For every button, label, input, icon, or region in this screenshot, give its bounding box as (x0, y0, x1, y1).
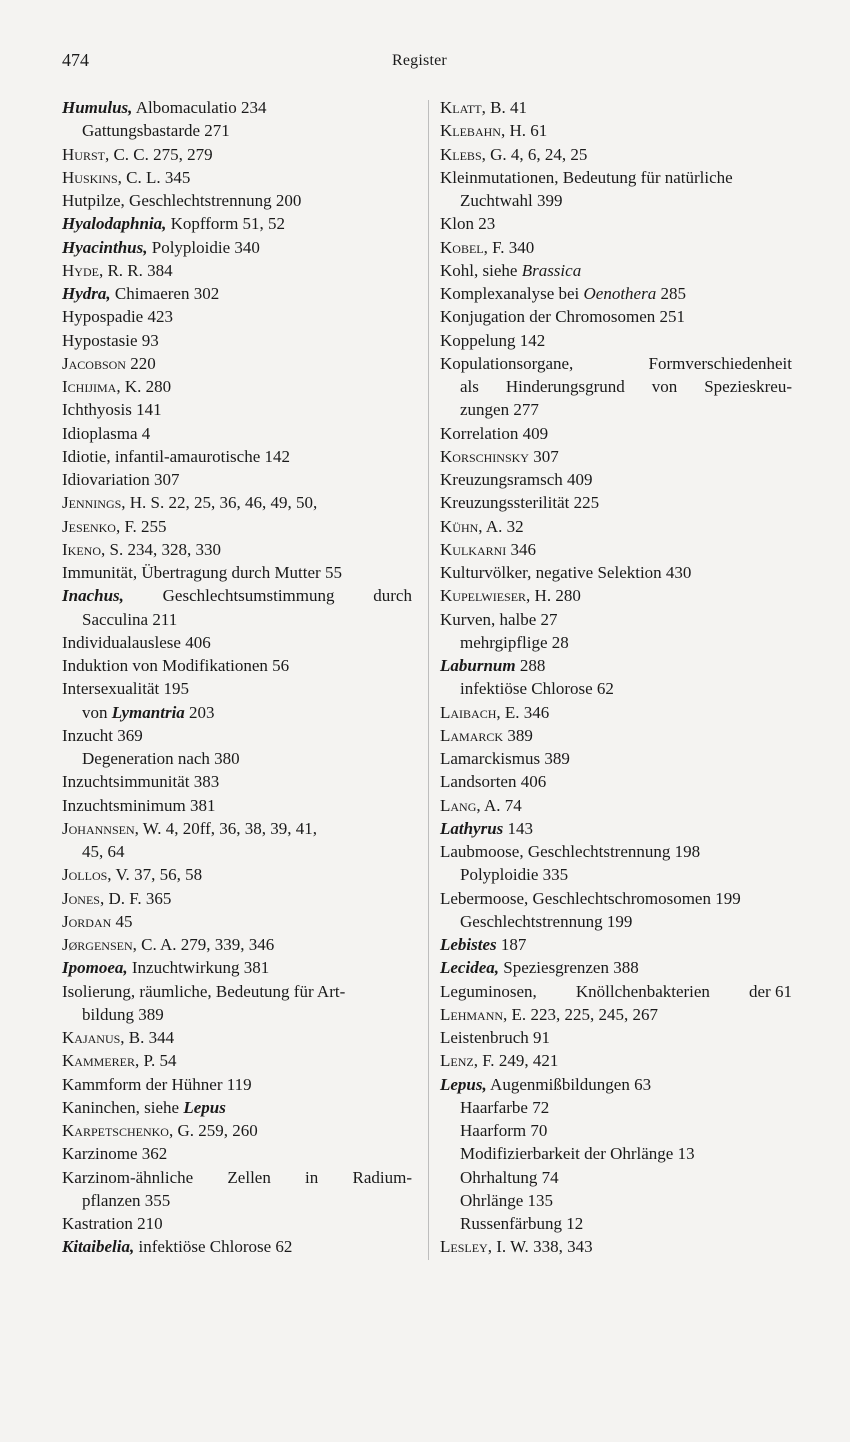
index-entry (440, 96, 792, 119)
entry-text: Idioplasma 4 (62, 423, 151, 443)
entry-text: Inzuchtwirkung 381 (127, 958, 270, 978)
entry-text: Laburnum (440, 656, 516, 675)
index-entry (440, 1119, 792, 1142)
entry-text: 280 (141, 377, 172, 396)
entry-text: Ichthyosis 141 (62, 400, 162, 420)
entry-text: Kühn, A. (440, 516, 503, 536)
entry-text: Geschlechtsumstimmung (162, 586, 335, 606)
entry-text: von (82, 702, 112, 722)
index-entry (440, 887, 792, 910)
index-entry (62, 491, 412, 514)
entry-text: Geschlechtstrennung 199 (460, 911, 633, 931)
index-entry (440, 1235, 792, 1258)
entry-text: Kulkarni (440, 539, 507, 559)
entry-text: Kajanus, B. (62, 1028, 145, 1047)
index-entry (62, 212, 412, 235)
entry-text: Lecidea, (440, 958, 499, 978)
entry-text: 307 (528, 446, 559, 466)
entry-text: 220 (125, 353, 156, 373)
entry-text: Sacculina 211 (82, 609, 178, 629)
entry-text: 338, 343 (528, 1237, 593, 1257)
index-entry (62, 1119, 412, 1142)
entry-text: Haarform 70 (460, 1121, 548, 1140)
entry-text: Landsorten 406 (440, 772, 547, 792)
entry-text: 279, 339, 346 (176, 935, 275, 954)
entry-text: Hyalodaphnia, (62, 214, 167, 234)
entry-text: Lebermoose, Geschlechtschromosomen 199 (440, 888, 741, 908)
index-entry (62, 1235, 412, 1258)
entry-text: Gattungsbastarde 271 (82, 121, 230, 141)
entry-text: Ohrhaltung 74 (460, 1167, 559, 1187)
index-entry (440, 980, 792, 1003)
entry-text: 223, 225, 245, 267 (526, 1004, 658, 1024)
entry-text: Kitaibelia, (62, 1237, 135, 1257)
index-entry (440, 375, 792, 398)
entry-text: infektiöse Chlorose 62 (460, 679, 614, 699)
index-entry (440, 794, 792, 817)
index-entry (62, 1142, 412, 1165)
entry-text: zungen 277 (460, 400, 539, 420)
index-entry (440, 538, 792, 561)
entry-text: Laubmoose, Geschlechtstrennung 198 (440, 842, 701, 861)
entry-text: 54 (155, 1051, 177, 1071)
entry-text: Ipomoea, (62, 958, 128, 978)
entry-text: 234, 328, 330 (123, 539, 221, 559)
entry-text: Jones, D. F. (62, 888, 142, 908)
entry-text: Hypostasie 93 (62, 330, 159, 350)
entry-text: Chimaeren 302 (110, 284, 220, 303)
index-entry (440, 956, 792, 979)
index-entry (62, 422, 412, 445)
entry-text: 259, 260 (193, 1121, 258, 1140)
entry-text: Jennings, H. S. (62, 493, 165, 513)
index-entry (62, 980, 412, 1003)
entry-text: Lepus, (440, 1074, 487, 1094)
index-entry (440, 352, 792, 375)
index-entry (62, 677, 412, 700)
entry-text: Hinderungsgrund (505, 377, 625, 396)
entry-text: Degeneration nach 380 (82, 749, 240, 768)
index-entry (440, 1096, 792, 1119)
page-number: 474 (62, 50, 89, 70)
entry-text: Jollos, V. (62, 865, 130, 885)
entry-text: Kleinmutationen, Bedeutung für natürliche (440, 167, 733, 187)
index-entry (62, 933, 412, 956)
entry-text: Hyde, R. R. (62, 260, 143, 280)
entry-text: 41 (505, 98, 527, 117)
entry-text: Jacobson (62, 353, 126, 373)
entry-text: Karzinome 362 (62, 1144, 168, 1164)
entry-text: Karzinom-ähnliche (62, 1167, 194, 1187)
index-entry (440, 282, 792, 305)
entry-text: mehrgipflige 28 (460, 632, 569, 652)
index-entry (62, 468, 412, 491)
entry-text: Spezieskreu- (704, 377, 792, 396)
index-entry (440, 701, 792, 724)
entry-text: 285 (656, 284, 686, 303)
entry-text: Leguminosen, (440, 981, 537, 1001)
index-entry (62, 143, 412, 166)
entry-text: Oenothera (583, 284, 657, 303)
entry-text: in (305, 1167, 319, 1187)
entry-text: Laibach, E. (440, 702, 520, 722)
index-entry (62, 631, 412, 654)
entry-text: Hutpilze, Geschlechtstrennung 200 (62, 191, 302, 210)
entry-text: bildung 389 (82, 1004, 164, 1024)
entry-text: Ikeno, S. (62, 539, 124, 559)
entry-text: Inzuchtsimmunität 383 (62, 772, 220, 792)
index-entry (440, 1142, 792, 1165)
index-entry (62, 817, 412, 840)
entry-text: Kohl, siehe (440, 260, 522, 280)
index-entry (62, 794, 412, 817)
index-entry (440, 910, 792, 933)
entry-text: Inachus, (62, 586, 124, 606)
entry-text: Klebs, G. (440, 144, 507, 164)
entry-text: 143 (503, 818, 534, 838)
entry-text: Korschinsky (440, 446, 529, 466)
entry-text: 389 (503, 725, 533, 745)
index-entry (440, 747, 792, 770)
page-header (62, 50, 782, 74)
entry-text: 346 (519, 702, 550, 722)
entry-text: Huskins, C. L. (62, 167, 161, 187)
index-entry (440, 1026, 792, 1049)
index-entry (62, 561, 412, 584)
entry-text: 365 (141, 888, 172, 908)
entry-text: 344 (144, 1028, 175, 1047)
index-entry (62, 724, 412, 747)
entry-text: Jørgensen, C. A. (62, 935, 177, 954)
index-entry (62, 282, 412, 305)
entry-text: Brassica (521, 260, 582, 280)
entry-text: Russenfärbung 12 (460, 1214, 584, 1233)
entry-text: infektiöse Chlorose 62 (134, 1237, 293, 1257)
entry-text: Karpetschenko, G. (62, 1121, 194, 1140)
entry-text: Lymantria (111, 702, 185, 722)
index-entry (62, 1073, 412, 1096)
index-entry (62, 747, 412, 770)
index-entry (440, 677, 792, 700)
entry-text: Konjugation der Chromosomen 251 (440, 307, 686, 327)
index-entry (440, 770, 792, 793)
entry-text: Kreuzungssterilität 225 (440, 493, 600, 513)
index-entry (440, 654, 792, 677)
entry-text: Lesley, I. W. (440, 1237, 529, 1257)
index-entry (440, 491, 792, 514)
index-entry (440, 561, 792, 584)
entry-text: Hyacinthus, (62, 237, 148, 257)
entry-text: Hydra, (62, 284, 111, 303)
index-entry (440, 212, 792, 235)
index-entry (440, 305, 792, 328)
entry-text: Intersexualität 195 (62, 679, 189, 699)
entry-text: Idiotie, infantil-amaurotische 142 (62, 446, 291, 466)
index-entry (440, 259, 792, 282)
index-entry (62, 515, 412, 538)
entry-text: Formverschiedenheit (648, 353, 792, 373)
entry-text: Kopulationsorgane, (440, 353, 574, 373)
index-entry (62, 259, 412, 282)
index-entry (440, 1003, 792, 1026)
entry-text: Lehmann, E. (440, 1004, 527, 1024)
entry-text: 45, 64 (82, 842, 125, 861)
index-entry (62, 1166, 412, 1189)
index-entry (440, 468, 792, 491)
index-entry (62, 1049, 412, 1072)
running-head: Register (392, 52, 447, 69)
index-entry (62, 96, 412, 119)
index-entry (62, 584, 412, 607)
entry-text: Lenz, F. (440, 1051, 495, 1071)
column-divider (428, 100, 429, 1260)
entry-text: Kammerer, P. (62, 1051, 156, 1071)
entry-text: 4, 6, 24, 25 (506, 144, 588, 164)
entry-text: Lathyrus (440, 818, 504, 838)
index-entry (62, 608, 412, 631)
entry-text: Lang, A. (440, 795, 501, 815)
index-entry (440, 608, 792, 631)
entry-text: Kobel, F. (440, 237, 505, 257)
entry-text: Kupelwieser, H. (440, 586, 552, 606)
entry-text: Korrelation 409 (440, 423, 549, 443)
entry-text: Lamarck (440, 725, 504, 745)
index-entry (62, 398, 412, 421)
entry-text: Komplexanalyse bei (440, 284, 584, 303)
index-entry (62, 445, 412, 468)
entry-text: pflanzen 355 (82, 1190, 171, 1210)
entry-text: 384 (142, 260, 173, 280)
index-entry (440, 189, 792, 212)
entry-text: 345 (160, 167, 191, 187)
entry-text: Modifizierbarkeit der Ohrlänge 13 (460, 1144, 695, 1164)
index-entry (440, 236, 792, 259)
entry-text: von (651, 377, 678, 396)
entry-text: Speziesgrenzen 388 (499, 958, 639, 978)
index-entry (62, 956, 412, 979)
index-entry (62, 119, 412, 142)
index-entry (62, 701, 412, 724)
index-entry (440, 166, 792, 189)
index-entry (62, 1096, 412, 1119)
index-entry (440, 329, 792, 352)
entry-text: 249, 421 (494, 1051, 559, 1071)
entry-text: 275, 279 (148, 144, 213, 164)
entry-text: 22, 25, 36, 46, 49, 50, (164, 493, 318, 513)
entry-text: Leistenbruch 91 (440, 1028, 550, 1047)
index-entry (62, 1003, 412, 1026)
index-entry (62, 863, 412, 886)
index-entry (62, 329, 412, 352)
entry-text: Lebistes (440, 935, 497, 954)
index-entry (440, 631, 792, 654)
entry-text: 280 (551, 586, 581, 606)
entry-text: Klon 23 (440, 214, 496, 234)
entry-text: 32 (502, 516, 524, 536)
entry-text: Koppelung 142 (440, 330, 546, 350)
index-entry (440, 119, 792, 142)
index-entry (62, 840, 412, 863)
entry-text: Jesenko, F. (62, 516, 137, 536)
entry-text: 346 (506, 539, 537, 559)
index-entry (440, 840, 792, 863)
index-column-right (440, 96, 792, 1259)
entry-text: Inzuchtsminimum 381 (62, 795, 216, 815)
entry-text: Jordan (62, 911, 112, 931)
entry-text: Zuchtwahl 399 (460, 191, 563, 210)
index-entry (440, 1073, 792, 1096)
entry-text: Radium- (352, 1167, 412, 1187)
index-entry (62, 375, 412, 398)
index-entry (62, 1212, 412, 1235)
entry-text: 288 (515, 656, 546, 675)
entry-text: durch (373, 586, 412, 606)
index-entry (440, 863, 792, 886)
entry-text: Klebahn, H. (440, 121, 526, 141)
entry-text: Klatt, B. (440, 98, 506, 117)
entry-text: Kulturvölker, negative Selektion 430 (440, 563, 692, 582)
index-entry (62, 166, 412, 189)
entry-text: 340 (504, 237, 535, 257)
entry-text: Zellen (227, 1167, 271, 1187)
index-entry (62, 236, 412, 259)
entry-text: 203 (184, 702, 215, 722)
entry-text: Augenmißbildungen 63 (486, 1074, 652, 1094)
index-entry (440, 422, 792, 445)
index-entry (440, 817, 792, 840)
index-entry (440, 1212, 792, 1235)
entry-text: Hurst, C. C. (62, 144, 149, 164)
entry-text: 4, 20ff, 36, 38, 39, 41, (161, 818, 318, 838)
index-entry (440, 724, 792, 747)
entry-text: Johannsen, W. (62, 818, 162, 838)
entry-text: Isolierung, räumliche, Bedeutung für Art- (62, 981, 346, 1001)
index-entry (440, 1166, 792, 1189)
entry-text: Immunität, Übertragung durch Mutter 55 (62, 563, 342, 582)
entry-text: Albomaculatio 234 (132, 98, 267, 117)
entry-text: 45 (111, 911, 133, 931)
index-entry (62, 1189, 412, 1212)
index-entry (440, 1049, 792, 1072)
entry-text: Knöllchenbakterien (575, 981, 710, 1001)
entry-text: Humulus, (62, 98, 133, 117)
index-entry (440, 445, 792, 468)
index-entry (62, 1026, 412, 1049)
entry-text: Ichijima, K. (62, 377, 142, 396)
entry-text: 61 (525, 121, 548, 141)
entry-text: 255 (136, 516, 167, 536)
entry-text: Haarfarbe 72 (460, 1097, 550, 1117)
index-entry (440, 1189, 792, 1212)
index-entry (440, 398, 792, 421)
index-entry (62, 352, 412, 375)
entry-text: Induktion von Modifikationen 56 (62, 656, 290, 675)
entry-text: 187 (496, 935, 527, 954)
entry-text: Kammform der Hühner 119 (62, 1074, 252, 1094)
entry-text: als (460, 377, 479, 396)
index-entry (62, 770, 412, 793)
index-entry (62, 305, 412, 328)
entry-text: Kaninchen, siehe (62, 1097, 184, 1117)
entry-text: der 61 (749, 981, 792, 1001)
entry-text: Lepus (183, 1097, 226, 1117)
entry-text: Ohrlänge 135 (460, 1190, 554, 1210)
entry-text: Kopfform 51, 52 (166, 214, 286, 234)
entry-text: Kurven, halbe 27 (440, 609, 558, 629)
entry-text: 74 (500, 795, 522, 815)
index-entry (440, 584, 792, 607)
entry-text: Lamarckismus 389 (440, 749, 570, 768)
index-entry (440, 933, 792, 956)
entry-text: Inzucht 369 (62, 725, 143, 745)
entry-text: Individualauslese 406 (62, 632, 211, 652)
entry-text: Polyploidie 340 (147, 237, 260, 257)
entry-text: Kreuzungsramsch 409 (440, 470, 593, 489)
entry-text: Idiovariation 307 (62, 470, 180, 489)
index-entry (62, 910, 412, 933)
index-entry (62, 538, 412, 561)
index-entry (440, 515, 792, 538)
index-entry (440, 143, 792, 166)
entry-text: 37, 56, 58 (129, 865, 203, 885)
entry-text: Hypospadie 423 (62, 307, 173, 327)
entry-text: Polyploidie 335 (460, 865, 569, 885)
index-entry (62, 654, 412, 677)
index-column-left (62, 96, 412, 1259)
entry-text: Kastration 210 (62, 1214, 163, 1233)
index-entry (62, 189, 412, 212)
index-entry (62, 887, 412, 910)
